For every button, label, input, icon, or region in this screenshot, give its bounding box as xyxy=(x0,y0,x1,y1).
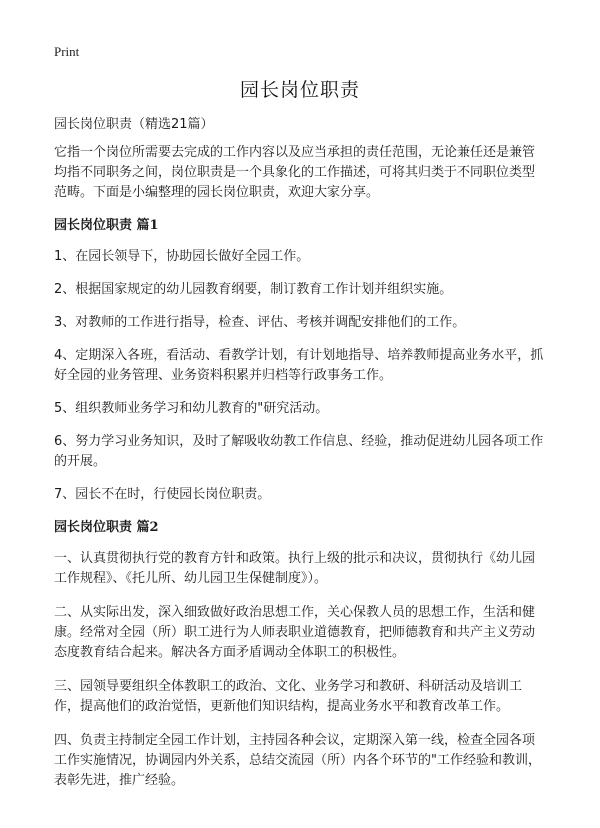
list-item: 4、定期深入各班，看活动、看教学计划，有计划地指导、培养教师提高业务水平，抓好全园的业务管理、业务资料积累并归档等行政事务工作。 xyxy=(54,348,544,383)
list-item: 三、园领导要组织全体教职工的政治、文化、业务学习和教研、科研活动及培训工作，提高他们的政治觉悟，更新他们知识结构，提高业务水平和教育改革工作。 xyxy=(54,679,523,714)
list-item: 一、认真贯彻执行党的教育方针和政策。执行上级的批示和决议，贯彻执行《幼儿园工作规程》、《托儿所、幼儿园卫生保健制度》）。 xyxy=(54,551,536,586)
print-link[interactable]: Print xyxy=(54,44,80,59)
list-item: 3、对教师的工作进行指导，检查、评估、考核并调配安排他们的工作。 xyxy=(54,315,466,330)
list-item: 2、根据国家规定的幼儿园教育纲要，制订教育工作计划并组织实施。 xyxy=(54,282,453,297)
list-item: 1、在园长领导下，协助园长做好全园工作。 xyxy=(54,249,310,264)
list-item: 6、努力学习业务知识，及时了解吸收幼教工作信息、经验，推动促进幼儿园各项工作的开展。 xyxy=(54,434,544,469)
section-heading-1: 园长岗位职责 篇1 xyxy=(54,218,159,233)
intro-paragraph: 它指一个岗位所需要去完成的工作内容以及应当承担的责任范围，无论兼任还是兼管均指不同职务之间，岗位职责是一个具象化的工作描述，可将其归类于不同职位类型范畴。下面是小编整理的园长岗位职责，欢迎大家分享。 xyxy=(54,145,536,200)
document-subtitle: 园长岗位职责（精选21篇） xyxy=(54,117,214,132)
section-1-list xyxy=(54,247,546,505)
list-item: 7、园长不在时，行使园长岗位职责。 xyxy=(54,487,271,502)
section-heading-2: 园长岗位职责 篇2 xyxy=(54,520,159,535)
section-2-list xyxy=(54,549,546,791)
page-title: 园长岗位职责 xyxy=(239,79,360,101)
list-item: 四、负责主持制定全园工作计划，主持园各种会议，定期深入第一线，检查全园各项工作实施情况，协调园内外关系，总结交流园（所）内各个环节的"工作经验和教训，表彰先进，推广经验。 xyxy=(54,733,541,788)
list-item: 5、组织教师业务学习和幼儿教育的"研究活动。 xyxy=(54,401,329,416)
list-item: 二、从实际出发，深入细致做好政治思想工作，关心保教人员的思想工作，生活和健康。经常对全园（所）职工进行为人师表职业道德教育，把师德教育和共产主义劳动态度教育结合起来。解决各方面矛盾调动全体职工的积极性。 xyxy=(54,605,536,660)
